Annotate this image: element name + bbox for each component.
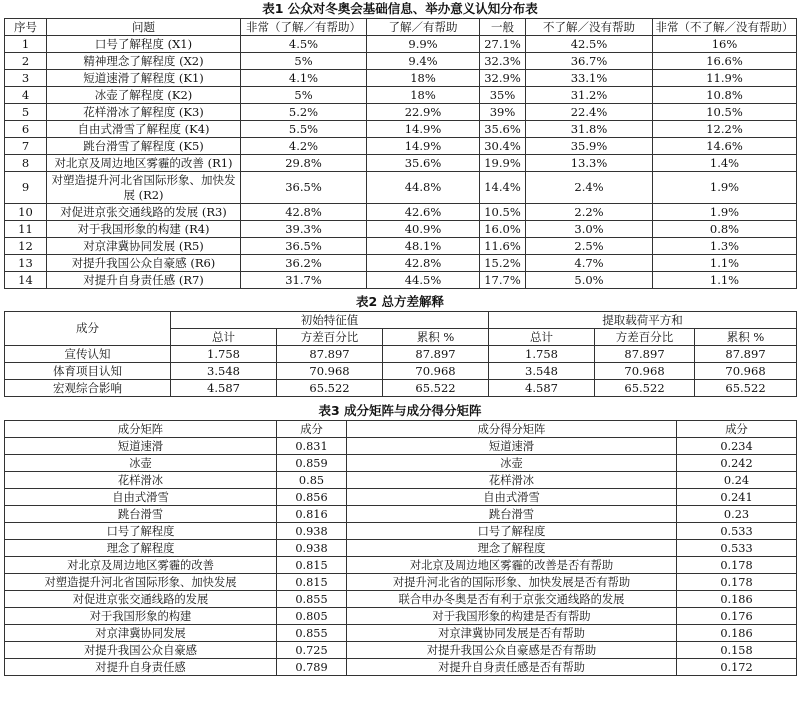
table-row — [5, 138, 797, 155]
table1-cell: 11.9% — [653, 70, 797, 87]
table2-cell: 宏观综合影响 — [5, 380, 171, 397]
table1-cell: 精神理念了解程度 (X2) — [47, 53, 241, 70]
table-row — [5, 659, 797, 676]
table1-cell: 36.5% — [241, 172, 367, 204]
table1-header-row — [5, 19, 797, 36]
table3-cell: 花样滑冰 — [5, 472, 277, 489]
table1-cell: 对塑造提升河北省国际形象、加快发展 (R2) — [47, 172, 241, 204]
table3-cell: 0.533 — [677, 523, 797, 540]
table3-cell: 0.789 — [277, 659, 347, 676]
table1-cell: 花样滑冰了解程度 (K3) — [47, 104, 241, 121]
table1-cell: 42.5% — [526, 36, 653, 53]
table1-cell: 1.3% — [653, 238, 797, 255]
table3-cell: 0.815 — [277, 574, 347, 591]
table-row — [5, 238, 797, 255]
table1-cell: 16% — [653, 36, 797, 53]
table1-cell: 对提升我国公众自豪感 (R6) — [47, 255, 241, 272]
table2-cell: 87.897 — [695, 346, 797, 363]
table1-cell: 14.4% — [480, 172, 526, 204]
table3-cell: 短道速滑 — [5, 438, 277, 455]
table2-cell: 4.587 — [489, 380, 595, 397]
table1-cell: 短道速滑了解程度 (K1) — [47, 70, 241, 87]
table1-cell: 自由式滑雪了解程度 (K4) — [47, 121, 241, 138]
table3-caption: 表3 成分矩阵与成分得分矩阵 — [318, 403, 482, 418]
table3-cell: 0.855 — [277, 625, 347, 642]
table3-cell: 对于我国形象的构建 — [5, 608, 277, 625]
table1-cell: 1.9% — [653, 172, 797, 204]
table3-cell: 对京津冀协同发展是否有帮助 — [347, 625, 677, 642]
table1-cell: 31.7% — [241, 272, 367, 289]
table3-cell: 对提升自身责任感 — [5, 659, 277, 676]
table3-cell: 0.938 — [277, 540, 347, 557]
table1-cell: 5 — [5, 104, 47, 121]
table2-cell: 1.758 — [171, 346, 277, 363]
table3-cell: 0.234 — [677, 438, 797, 455]
table1-cell: 40.9% — [367, 221, 480, 238]
table3-cell: 对促进京张交通线路的发展 — [5, 591, 277, 608]
table1-cell: 2.5% — [526, 238, 653, 255]
table2-cell: 宣传认知 — [5, 346, 171, 363]
table3 — [4, 420, 797, 676]
table2-caption: 表2 总方差解释 — [355, 294, 445, 309]
table1-cell: 12 — [5, 238, 47, 255]
table1-cell: 4.1% — [241, 70, 367, 87]
table1-cell: 42.6% — [367, 204, 480, 221]
table1-cell: 19.9% — [480, 155, 526, 172]
table1-cell: 11.6% — [480, 238, 526, 255]
table2-cell: 87.897 — [383, 346, 489, 363]
table3-cell: 0.831 — [277, 438, 347, 455]
table3-cell: 口号了解程度 — [5, 523, 277, 540]
table2-cell: 87.897 — [595, 346, 695, 363]
table1-header-cell: 了解／有帮助 — [367, 19, 480, 36]
table3-cell: 对提升自身责任感是否有帮助 — [347, 659, 677, 676]
table-row — [5, 574, 797, 591]
table1-cell: 10.5% — [480, 204, 526, 221]
table1-cell: 35.6% — [480, 121, 526, 138]
table2-cell: 65.522 — [595, 380, 695, 397]
table-row — [5, 523, 797, 540]
table1-cell: 44.5% — [367, 272, 480, 289]
table-row — [5, 506, 797, 523]
table3-cell: 0.85 — [277, 472, 347, 489]
table1-cell: 35% — [480, 87, 526, 104]
table3-cell: 对于我国形象的构建是否有帮助 — [347, 608, 677, 625]
table1-cell: 31.2% — [526, 87, 653, 104]
table-row — [5, 272, 797, 289]
table1-cell: 22.9% — [367, 104, 480, 121]
table2-cell: 65.522 — [277, 380, 383, 397]
table-row — [5, 36, 797, 53]
table1-cell: 31.8% — [526, 121, 653, 138]
table3-cell: 对提升我国公众自豪感是否有帮助 — [347, 642, 677, 659]
table1-cell: 10.5% — [653, 104, 797, 121]
table3-header-cell: 成分得分矩阵 — [347, 421, 677, 438]
table1-cell: 0.8% — [653, 221, 797, 238]
table2-cell: 65.522 — [383, 380, 489, 397]
table-row — [5, 104, 797, 121]
table1-cell: 18% — [367, 70, 480, 87]
table3-header-cell: 成分矩阵 — [5, 421, 277, 438]
table-row — [5, 255, 797, 272]
table3-cell: 0.856 — [277, 489, 347, 506]
table3-cell: 联合申办冬奥是否有利于京张交通线路的发展 — [347, 591, 677, 608]
table1-cell: 36.5% — [241, 238, 367, 255]
table1-cell: 44.8% — [367, 172, 480, 204]
table1-header-cell: 一般 — [480, 19, 526, 36]
table1-cell: 11 — [5, 221, 47, 238]
table1-cell: 29.8% — [241, 155, 367, 172]
table3-cell: 0.186 — [677, 591, 797, 608]
table2-sub-header-cell: 总计 — [489, 329, 595, 346]
table1-cell: 冰壶了解程度 (K2) — [47, 87, 241, 104]
table3-cell: 理念了解程度 — [347, 540, 677, 557]
table1-cell: 1.9% — [653, 204, 797, 221]
table1-cell: 9 — [5, 172, 47, 204]
table1-cell: 4.5% — [241, 36, 367, 53]
table2-cell: 3.548 — [489, 363, 595, 380]
table2-cell: 70.968 — [277, 363, 383, 380]
table1-header-cell: 序号 — [5, 19, 47, 36]
table-row — [5, 455, 797, 472]
table1-cell: 42.8% — [241, 204, 367, 221]
table1-cell: 2.4% — [526, 172, 653, 204]
table1-header-cell: 非常（不了解／没有帮助） — [653, 19, 797, 36]
table3-cell: 0.805 — [277, 608, 347, 625]
table3-cell: 0.23 — [677, 506, 797, 523]
table3-header-cell: 成分 — [677, 421, 797, 438]
table1-cell: 口号了解程度 (X1) — [47, 36, 241, 53]
table3-cell: 对塑造提升河北省国际形象、加快发展 — [5, 574, 277, 591]
table2-group-header: 初始特征值 — [171, 312, 489, 329]
table2 — [4, 311, 797, 397]
table1-cell: 3.0% — [526, 221, 653, 238]
table1 — [4, 18, 797, 289]
table1-cell: 1.4% — [653, 155, 797, 172]
table3-cell: 理念了解程度 — [5, 540, 277, 557]
table-row — [5, 380, 797, 397]
table1-cell: 5% — [241, 53, 367, 70]
table1-cell: 13 — [5, 255, 47, 272]
table3-header-cell: 成分 — [277, 421, 347, 438]
table1-cell: 5.2% — [241, 104, 367, 121]
table1-cell: 1.1% — [653, 272, 797, 289]
table1-cell: 4 — [5, 87, 47, 104]
table2-cell: 4.587 — [171, 380, 277, 397]
table3-cell: 0.24 — [677, 472, 797, 489]
table3-cell: 0.242 — [677, 455, 797, 472]
table2-cell: 70.968 — [383, 363, 489, 380]
table3-cell: 跳台滑雪 — [5, 506, 277, 523]
table3-cell: 对北京及周边地区雾霾的改善是否有帮助 — [347, 557, 677, 574]
table1-cell: 32.9% — [480, 70, 526, 87]
table1-cell: 22.4% — [526, 104, 653, 121]
table-row — [5, 591, 797, 608]
table3-cell: 对北京及周边地区雾霾的改善 — [5, 557, 277, 574]
table1-cell: 42.8% — [367, 255, 480, 272]
table1-cell: 2.2% — [526, 204, 653, 221]
table3-cell: 0.172 — [677, 659, 797, 676]
table3-cell: 0.816 — [277, 506, 347, 523]
table3-cell: 0.725 — [277, 642, 347, 659]
table3-cell: 0.186 — [677, 625, 797, 642]
table1-cell: 6 — [5, 121, 47, 138]
table-row — [5, 155, 797, 172]
table1-cell: 33.1% — [526, 70, 653, 87]
table3-cell: 口号了解程度 — [347, 523, 677, 540]
table2-sub-header-cell: 方差百分比 — [595, 329, 695, 346]
table3-cell: 0.158 — [677, 642, 797, 659]
table3-cell: 对提升河北省的国际形象、加快发展是否有帮助 — [347, 574, 677, 591]
table-row — [5, 489, 797, 506]
table1-cell: 对北京及周边地区雾霾的改善 (R1) — [47, 155, 241, 172]
table1-cell: 5.5% — [241, 121, 367, 138]
table3-cell: 0.859 — [277, 455, 347, 472]
table1-cell: 35.9% — [526, 138, 653, 155]
table1-cell: 对于我国形象的构建 (R4) — [47, 221, 241, 238]
table3-cell: 0.938 — [277, 523, 347, 540]
table1-cell: 13.3% — [526, 155, 653, 172]
table3-cell: 0.178 — [677, 557, 797, 574]
table2-cell: 3.548 — [171, 363, 277, 380]
table1-cell: 39.3% — [241, 221, 367, 238]
table1-cell: 16.0% — [480, 221, 526, 238]
table3-cell: 0.241 — [677, 489, 797, 506]
table-row — [5, 121, 797, 138]
table1-cell: 9.4% — [367, 53, 480, 70]
table1-cell: 14 — [5, 272, 47, 289]
table1-cell: 对京津冀协同发展 (R5) — [47, 238, 241, 255]
table1-cell: 1 — [5, 36, 47, 53]
table1-cell: 对提升自身责任感 (R7) — [47, 272, 241, 289]
table3-cell: 冰壶 — [5, 455, 277, 472]
table-row — [5, 472, 797, 489]
table3-cell: 自由式滑雪 — [347, 489, 677, 506]
table3-cell: 短道速滑 — [347, 438, 677, 455]
table-row — [5, 557, 797, 574]
table3-cell: 0.176 — [677, 608, 797, 625]
table1-cell: 5% — [241, 87, 367, 104]
table3-cell: 0.533 — [677, 540, 797, 557]
table3-cell: 对提升我国公众自豪感 — [5, 642, 277, 659]
table-row — [5, 87, 797, 104]
table1-cell: 8 — [5, 155, 47, 172]
table3-cell: 0.815 — [277, 557, 347, 574]
table-row — [5, 204, 797, 221]
table3-cell: 花样滑冰 — [347, 472, 677, 489]
table1-cell: 14.9% — [367, 121, 480, 138]
table-row — [5, 172, 797, 204]
table1-cell: 36.2% — [241, 255, 367, 272]
table1-header-cell: 不了解／没有帮助 — [526, 19, 653, 36]
table2-cell: 65.522 — [695, 380, 797, 397]
table-row — [5, 540, 797, 557]
table1-cell: 2 — [5, 53, 47, 70]
table3-cell: 冰壶 — [347, 455, 677, 472]
table3-cell: 0.178 — [677, 574, 797, 591]
table1-cell: 18% — [367, 87, 480, 104]
table3-cell: 对京津冀协同发展 — [5, 625, 277, 642]
table-row — [5, 438, 797, 455]
table2-cell: 1.758 — [489, 346, 595, 363]
table-row — [5, 608, 797, 625]
table1-cell: 48.1% — [367, 238, 480, 255]
table2-cell: 87.897 — [277, 346, 383, 363]
table1-cell: 32.3% — [480, 53, 526, 70]
table2-group-header: 提取载荷平方和 — [489, 312, 797, 329]
table2-sub-header-cell: 方差百分比 — [277, 329, 383, 346]
table1-cell: 3 — [5, 70, 47, 87]
table1-cell: 4.2% — [241, 138, 367, 155]
table-row — [5, 642, 797, 659]
table2-group-header-row — [5, 312, 797, 329]
table1-cell: 7 — [5, 138, 47, 155]
table2-sub-header-cell: 累积 % — [383, 329, 489, 346]
table2-component-header: 成分 — [5, 312, 171, 346]
table1-header-cell: 非常（了解／有帮助） — [241, 19, 367, 36]
table1-cell: 17.7% — [480, 272, 526, 289]
table1-cell: 14.6% — [653, 138, 797, 155]
table1-cell: 39% — [480, 104, 526, 121]
table3-header-row — [5, 421, 797, 438]
table3-cell: 跳台滑雪 — [347, 506, 677, 523]
table1-cell: 12.2% — [653, 121, 797, 138]
table2-cell: 70.968 — [695, 363, 797, 380]
table-row — [5, 363, 797, 380]
table1-cell: 1.1% — [653, 255, 797, 272]
table1-cell: 9.9% — [367, 36, 480, 53]
table-row — [5, 625, 797, 642]
table-row — [5, 53, 797, 70]
table1-cell: 跳台滑雪了解程度 (K5) — [47, 138, 241, 155]
table-row — [5, 221, 797, 238]
table1-cell: 5.0% — [526, 272, 653, 289]
table2-cell: 体育项目认知 — [5, 363, 171, 380]
table2-sub-header-cell: 累积 % — [695, 329, 797, 346]
table1-cell: 16.6% — [653, 53, 797, 70]
table1-cell: 15.2% — [480, 255, 526, 272]
table-row — [5, 346, 797, 363]
table3-cell: 自由式滑雪 — [5, 489, 277, 506]
table1-cell: 10.8% — [653, 87, 797, 104]
table1-cell: 4.7% — [526, 255, 653, 272]
table1-cell: 对促进京张交通线路的发展 (R3) — [47, 204, 241, 221]
table-row — [5, 70, 797, 87]
table1-caption: 表1 公众对冬奥会基础信息、举办意义认知分布表 — [262, 1, 538, 16]
table1-cell: 35.6% — [367, 155, 480, 172]
table1-cell: 36.7% — [526, 53, 653, 70]
table1-cell: 10 — [5, 204, 47, 221]
table1-cell: 27.1% — [480, 36, 526, 53]
table2-cell: 70.968 — [595, 363, 695, 380]
table1-cell: 14.9% — [367, 138, 480, 155]
table1-cell: 30.4% — [480, 138, 526, 155]
table3-cell: 0.855 — [277, 591, 347, 608]
table1-header-cell: 问题 — [47, 19, 241, 36]
table2-sub-header-cell: 总计 — [171, 329, 277, 346]
